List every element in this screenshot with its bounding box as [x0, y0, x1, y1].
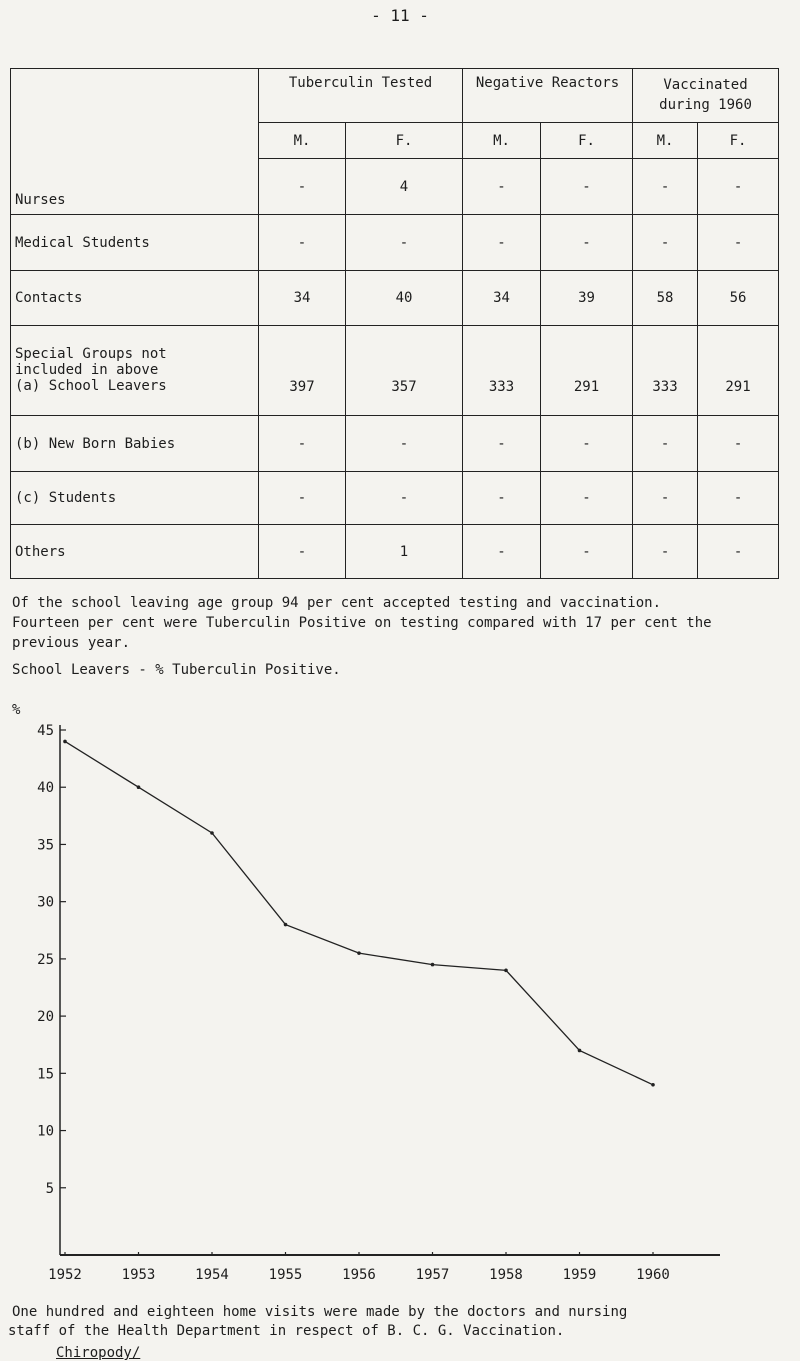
nurses-label: Nurses	[11, 69, 259, 215]
table-cell: -	[698, 215, 779, 271]
x-tick-label: 1958	[489, 1267, 523, 1283]
table-cell: 357	[346, 326, 463, 416]
y-tick-label: 45	[37, 723, 54, 739]
paragraph-line: Of the school leaving age group 94 per cent accepted testing and vaccination.	[12, 595, 662, 611]
table-cell: -	[259, 416, 346, 472]
table-cell: 34	[259, 271, 346, 326]
x-tick-label: 1953	[121, 1267, 156, 1283]
row-label: Contacts	[11, 271, 259, 326]
table-cell: 291	[541, 326, 633, 416]
table-cell: -	[259, 525, 346, 579]
row-label: Medical Students	[11, 215, 259, 271]
chart-caption: School Leavers - % Tuberculin Positive.	[12, 662, 341, 678]
table-row	[11, 416, 779, 472]
x-tick-label: 1959	[562, 1267, 597, 1283]
table-cell: -	[541, 416, 633, 472]
paragraph-line: previous year.	[12, 635, 131, 651]
table-cell: -	[633, 159, 698, 215]
series-line	[65, 741, 653, 1084]
table-cell: 39	[541, 271, 633, 326]
subheader-tested-f: F.	[346, 123, 463, 159]
data-point	[137, 785, 141, 789]
summary-paragraph	[12, 593, 788, 653]
table-cell: 333	[463, 326, 541, 416]
row-label-line: included in above	[15, 362, 159, 378]
y-tick-label: 35	[37, 837, 54, 854]
page-number: - 11 -	[371, 6, 429, 25]
tuberculin-positive-line-chart	[0, 700, 800, 1300]
footer-line: staff of the Health Department in respect of B. C. G. Vaccination.	[8, 1323, 565, 1339]
table-cell: -	[541, 525, 633, 579]
table-row	[11, 271, 779, 326]
x-tick-label: 1957	[415, 1267, 450, 1283]
data-point	[578, 1049, 582, 1053]
y-tick-label: 40	[37, 780, 54, 797]
table-cell: -	[633, 416, 698, 472]
x-tick-label: 1954	[195, 1267, 229, 1283]
table-cell: -	[346, 416, 463, 472]
table-cell: 333	[633, 326, 698, 416]
subheader-negative-f: F.	[541, 123, 633, 159]
table-cell: -	[463, 215, 541, 271]
data-point	[63, 740, 67, 744]
table-cell: -	[698, 416, 779, 472]
data-point	[504, 969, 508, 973]
footer-paragraph	[8, 1303, 788, 1341]
y-axis-label: %	[12, 702, 21, 718]
table-cell: 397	[259, 326, 346, 416]
subheader-vaccinated-m: M.	[633, 123, 698, 159]
vaccination-table	[10, 68, 779, 579]
header-vaccinated-line1: Vaccinated	[663, 77, 748, 93]
x-tick-label: 1956	[342, 1267, 376, 1283]
table-cell: -	[259, 472, 346, 525]
table-cell: -	[463, 472, 541, 525]
y-tick-label: 30	[37, 894, 54, 911]
table-cell: -	[698, 159, 779, 215]
continuation-text: Chiropody/	[56, 1345, 141, 1361]
subheader-vaccinated-f: F.	[698, 123, 779, 159]
table-cell: -	[633, 472, 698, 525]
y-tick-label: 15	[37, 1066, 54, 1083]
y-tick-label: 5	[45, 1180, 54, 1197]
data-point	[210, 831, 214, 835]
table-cell: 291	[698, 326, 779, 416]
row-label: Others	[11, 525, 259, 579]
row-label-line: (a) School Leavers	[15, 378, 167, 394]
table-cell: 1	[346, 525, 463, 579]
data-point	[357, 951, 361, 955]
table-cell: -	[541, 159, 633, 215]
x-tick-label: 1952	[48, 1267, 82, 1283]
table-cell: -	[698, 472, 779, 525]
table-cell: 56	[698, 271, 779, 326]
row-label	[11, 326, 259, 416]
table-cell: 40	[346, 271, 463, 326]
table-cell: -	[463, 416, 541, 472]
x-tick-label: 1955	[268, 1267, 303, 1283]
row-label-line: Special Groups not	[15, 346, 167, 362]
row-label: (b) New Born Babies	[11, 416, 259, 472]
table-cell: 34	[463, 271, 541, 326]
table-cell: -	[463, 525, 541, 579]
subheader-negative-m: M.	[463, 123, 541, 159]
table-row	[11, 215, 779, 271]
table-cell: -	[541, 215, 633, 271]
table-cell: -	[633, 215, 698, 271]
header-negative-reactors: Negative Reactors	[463, 69, 633, 123]
y-tick-label: 10	[37, 1123, 54, 1140]
table-cell: -	[346, 215, 463, 271]
table-cell: -	[541, 472, 633, 525]
data-point	[284, 923, 288, 927]
row-label: (c) Students	[11, 472, 259, 525]
header-vaccinated-line2: during 1960	[659, 97, 752, 113]
table-row	[11, 472, 779, 525]
table-cell: -	[259, 215, 346, 271]
header-tuberculin-tested: Tuberculin Tested	[259, 69, 463, 123]
subheader-tested-m: M.	[259, 123, 346, 159]
y-tick-label: 20	[37, 1009, 54, 1026]
table-cell: -	[346, 472, 463, 525]
data-point	[431, 963, 435, 967]
table-cell: -	[633, 525, 698, 579]
table-row	[11, 326, 779, 416]
table-cell: 4	[346, 159, 463, 215]
table-cell: -	[698, 525, 779, 579]
x-tick-label: 1960	[636, 1267, 670, 1283]
table-cell: 58	[633, 271, 698, 326]
data-point	[651, 1083, 655, 1087]
table-row	[11, 525, 779, 579]
y-tick-label: 25	[37, 951, 54, 968]
paragraph-line: Fourteen per cent were Tuberculin Positive on testing compared with 17 per cent the	[12, 615, 712, 631]
header-vaccinated	[633, 69, 779, 123]
table-cell: -	[259, 159, 346, 215]
footer-line: One hundred and eighteen home visits were made by the doctors and nursing	[12, 1304, 628, 1320]
table-cell: -	[463, 159, 541, 215]
